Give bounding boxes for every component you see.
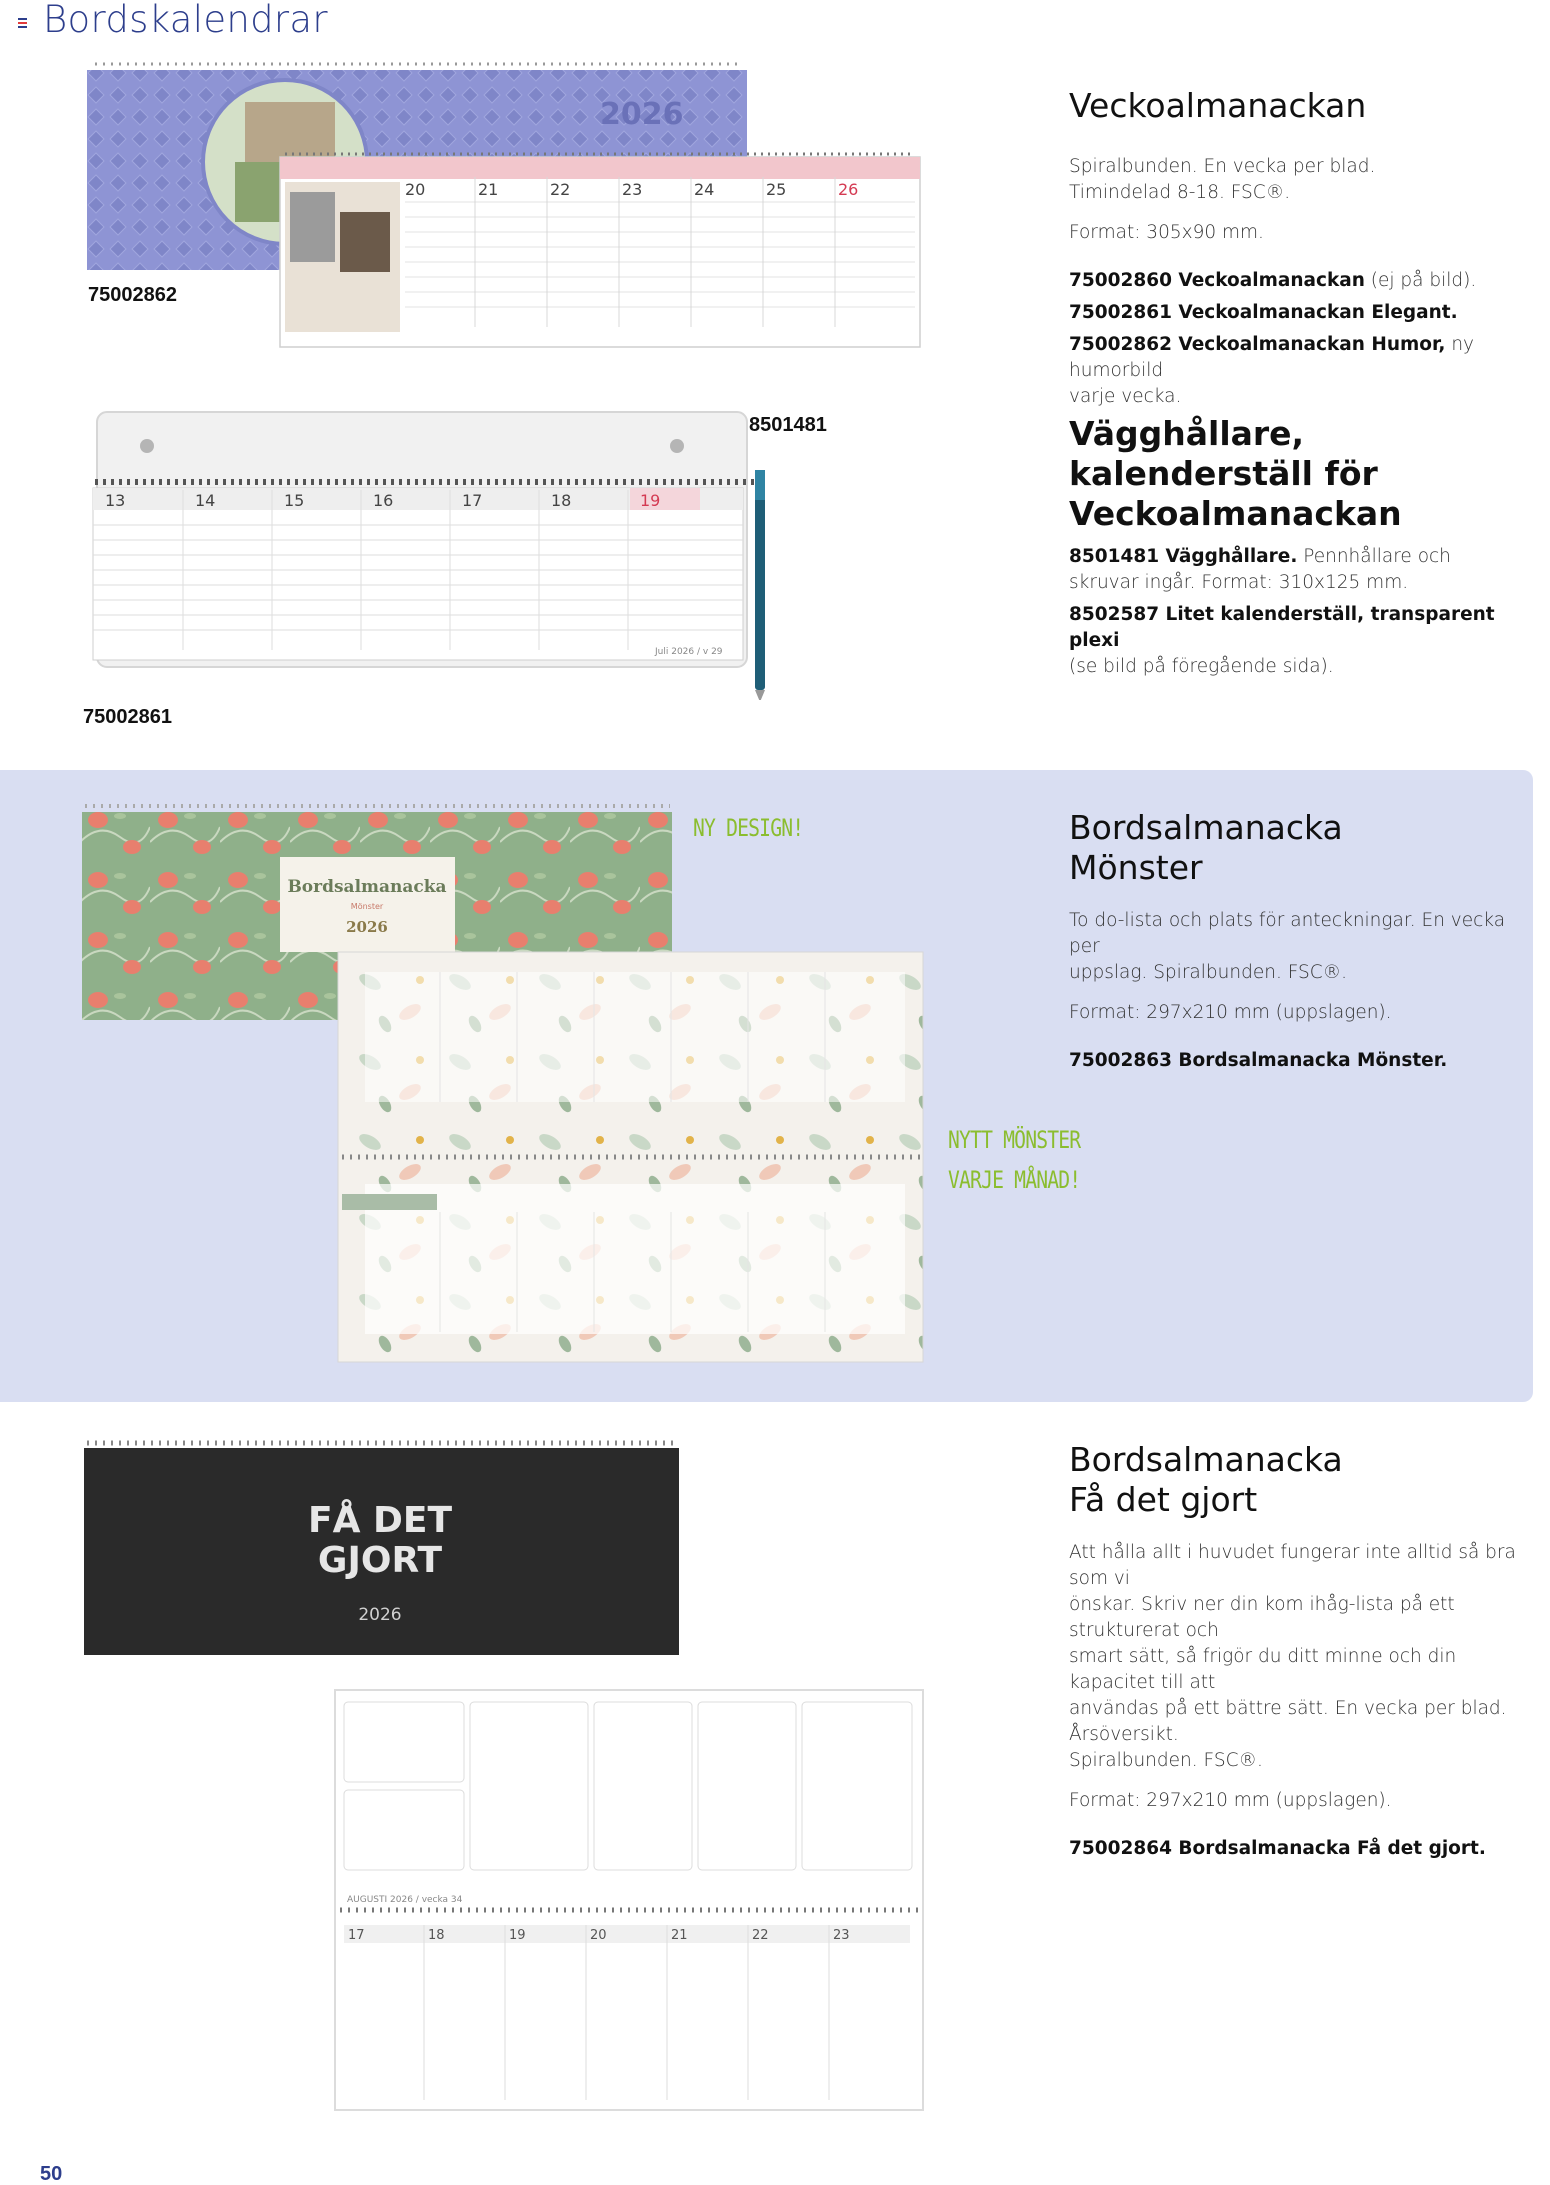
sku-humor: 75002862 [88, 284, 177, 306]
day-number: 24 [694, 180, 715, 199]
day-number: 17 [462, 491, 483, 510]
day-number: 20 [590, 1928, 607, 1943]
sku-holder: 8501481 [749, 414, 827, 436]
badge-new-design: NY DESIGN! [693, 814, 804, 842]
product-item: 8501481 Vägghållare. Pennhållare och skruvar ingår. Format: 310x125 mm. [1069, 546, 1451, 593]
fa-det-gjort-text [1069, 1440, 1539, 1862]
vagghallare-text [1069, 414, 1539, 680]
page-title: Bordskalendrar [43, 0, 328, 41]
day-number: 17 [348, 1928, 365, 1943]
day-number: 18 [551, 491, 572, 510]
day-number: 23 [833, 1928, 850, 1943]
day-number: 22 [550, 180, 571, 199]
product-desc: Spiralbunden. En vecka per blad. Timindelad 8-18. FSC®. [1069, 156, 1376, 203]
fa-det-gjort-image [82, 1440, 942, 2120]
cover-year-text: 2026 [600, 97, 684, 132]
monster-image [80, 802, 940, 1382]
cover-line1: FÅ DET [307, 1500, 453, 1541]
day-number: 21 [671, 1928, 688, 1943]
cover-year: 2026 [346, 918, 388, 936]
day-number: 19 [640, 491, 661, 510]
product-item: 8502587 Litet kalenderställ, transparent plexi (se bild på föregående sida). [1069, 604, 1495, 677]
product-title: Bordsalmanacka Få det gjort [1069, 1440, 1343, 1519]
day-number: 13 [105, 491, 126, 510]
day-number: 23 [622, 180, 643, 199]
day-number: 22 [752, 1928, 769, 1943]
day-number: 25 [766, 180, 787, 199]
product-format: Format: 297x210 mm (uppslagen). [1069, 1002, 1392, 1023]
day-number: 14 [195, 491, 216, 510]
page-number: 50 [40, 2163, 63, 2185]
product-title: Bordsalmanacka Mönster [1069, 808, 1343, 887]
cover-title: Bordsalmanacka [287, 877, 447, 897]
day-number: 15 [284, 491, 305, 510]
product-item: 75002862 Veckoalmanackan Humor, ny humorbild varje vecka. [1069, 334, 1474, 407]
holder-foot: Juli 2026 / v 29 [655, 647, 723, 657]
cover-line2: GJORT [317, 1540, 443, 1581]
day-number: 19 [509, 1928, 526, 1943]
product-title: Vägghållare, kalenderställ för Veckoalmanackan [1069, 414, 1402, 533]
veckoalmanackan-text [1069, 86, 1539, 410]
product-item: 75002864 Bordsalmanacka Få det gjort. [1069, 1838, 1486, 1859]
veckoalmanackan-image [85, 62, 925, 362]
cover-sub: Mönster [350, 902, 384, 911]
monster-text [1069, 808, 1539, 1074]
product-format: Format: 305x90 mm. [1069, 222, 1264, 243]
product-format: Format: 297x210 mm (uppslagen). [1069, 1790, 1392, 1811]
sku-elegant: 75002861 [83, 706, 172, 728]
day-number: 21 [478, 180, 499, 199]
day-number: 18 [428, 1928, 445, 1943]
product-desc: To do-lista och plats för anteckningar. En vecka per uppslag. Spiralbunden. FSC®. [1069, 910, 1506, 983]
day-number: 26 [838, 180, 859, 199]
badge-new-pattern: NYTT MÖNSTER VARJE MÅNAD! [948, 1126, 1081, 1194]
day-number: 16 [373, 491, 394, 510]
day-number: 20 [405, 180, 426, 199]
product-item: 75002861 Veckoalmanackan Elegant. [1069, 302, 1458, 323]
inner-month: AUGUSTI 2026 / vecka 34 [347, 1895, 463, 1905]
product-desc: Att hålla allt i huvudet fungerar inte alltid så bra som vi önskar. Skriv ner din kom ihåg-lista på ett strukturerat och smart sätt, så frigör du ditt minne och din kapacitet till att användas på ett bättre sätt. En vecka per blad. Årsöversikt. Spiralbunden. FSC®. [1069, 1542, 1516, 1771]
header-marker-icon [18, 18, 27, 28]
vagghallare-image [85, 410, 785, 700]
cover-year: 2026 [358, 1605, 402, 1625]
product-item: 75002863 Bordsalmanacka Mönster. [1069, 1050, 1448, 1071]
product-title: Veckoalmanackan [1069, 86, 1367, 125]
product-item: 75002860 Veckoalmanackan (ej på bild). [1069, 270, 1477, 291]
